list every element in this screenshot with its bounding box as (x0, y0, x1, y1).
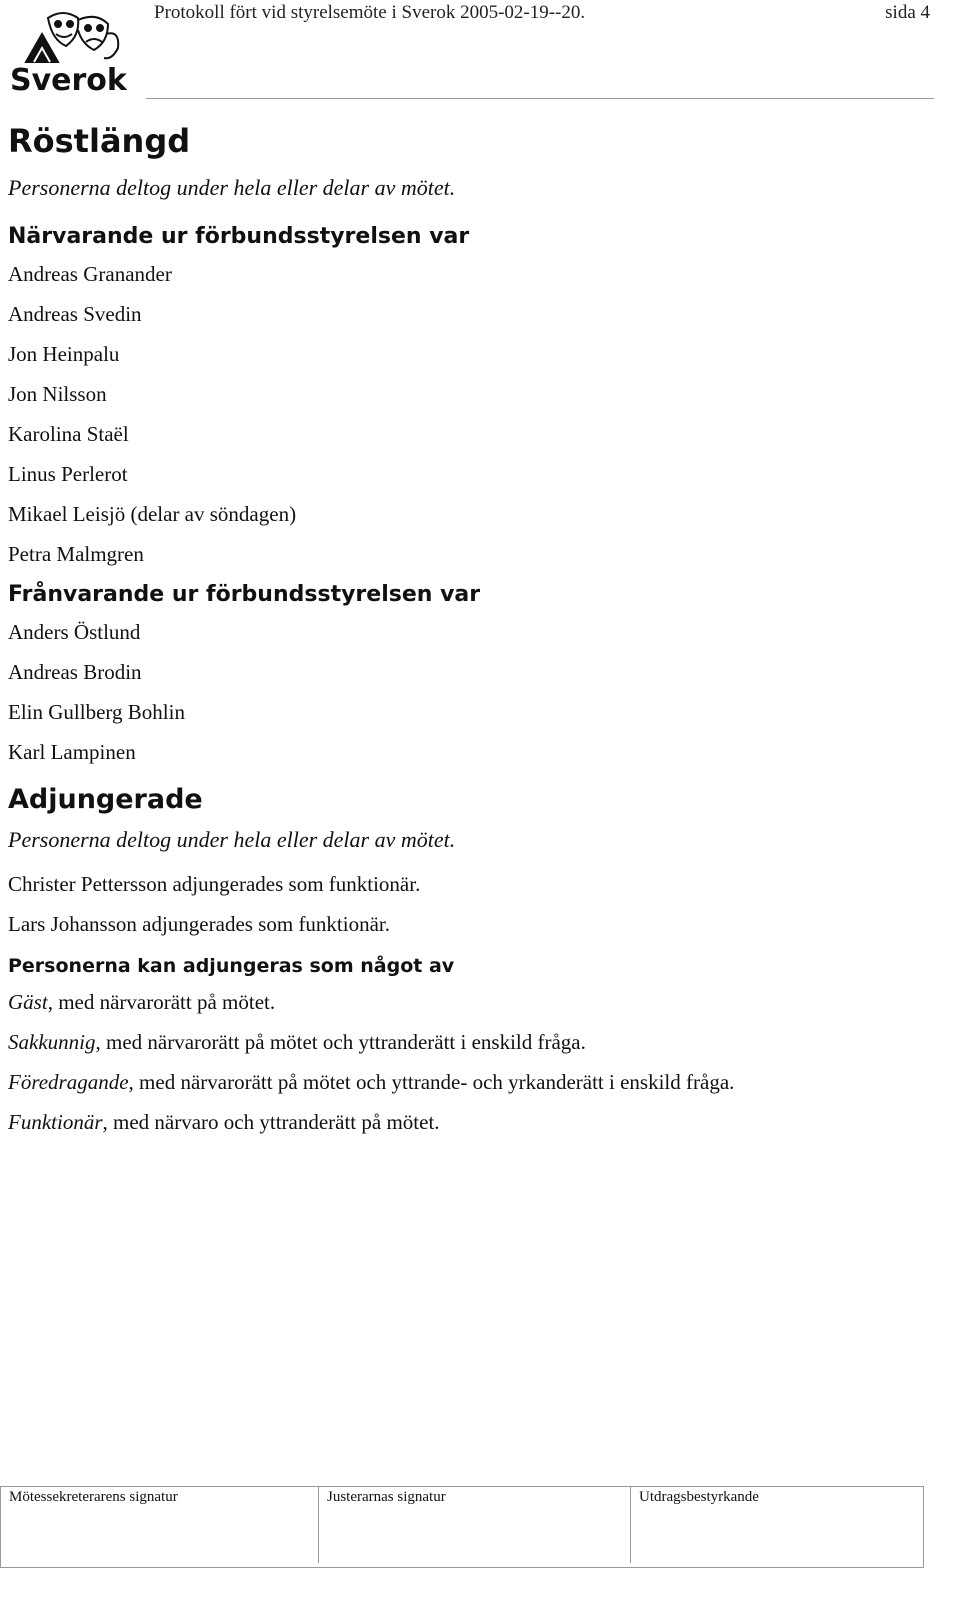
certified-cell (631, 1487, 923, 1563)
sverok-logo (8, 4, 138, 96)
adjunct-intro: Personerna deltog under hela eller delar av mötet. (8, 827, 456, 852)
roles-heading: Personerna kan adjungeras som något av (8, 955, 455, 977)
list-item: Andreas Granander (8, 262, 172, 286)
list-item: Mikael Leisjö (delar av söndagen) (8, 502, 297, 526)
role-term: Föredragande (8, 1070, 129, 1094)
role-term: Gäst (8, 990, 48, 1014)
list-item: Jon Nilsson (8, 382, 107, 406)
list-item (8, 982, 938, 1022)
document-title: Protokoll fört vid styrelsemöte i Sverok 2005-02-19--20. (154, 2, 586, 23)
list-item: Christer Pettersson adjungerades som funktionär. (8, 872, 421, 896)
list-item (8, 1062, 938, 1102)
header-divider (146, 98, 934, 99)
page-number: sida 4 (885, 2, 930, 23)
signature-table (0, 1486, 924, 1568)
absent-heading: Frånvarande ur förbundsstyrelsen var (8, 582, 481, 607)
list-item: Petra Malmgren (8, 542, 144, 566)
role-description: , med närvarorätt på mötet och yttrande- och yrkanderätt i enskild fråga. (128, 1070, 735, 1094)
list-item: Karolina Staël (8, 422, 129, 446)
logo-wordmark: Sverok (10, 63, 127, 96)
list-item: Lars Johansson adjungerades som funktionär. (8, 912, 391, 936)
certified-label: Utdragsbestyrkande (639, 1489, 759, 1505)
list-item: Andreas Brodin (8, 660, 142, 684)
roles-list (8, 982, 938, 1142)
role-description: , med närvarorätt på mötet och yttranderätt i enskild fråga. (95, 1030, 586, 1054)
role-description: , med närvaro och yttranderätt på mötet. (102, 1110, 440, 1134)
list-item: Anders Östlund (8, 620, 141, 644)
adjunct-list (8, 864, 938, 944)
secretary-signature-label: Mötessekreterarens signatur (9, 1489, 178, 1505)
role-term: Funktionär (8, 1110, 103, 1134)
list-item: Andreas Svedin (8, 302, 142, 326)
present-list (8, 254, 938, 574)
absent-list (8, 612, 938, 772)
list-item (8, 1102, 938, 1142)
adjunct-heading: Adjungerade (8, 784, 203, 815)
list-item: Linus Perlerot (8, 462, 128, 486)
list-item (8, 1022, 938, 1062)
adjusters-signature-cell (319, 1487, 631, 1563)
list-item: Elin Gullberg Bohlin (8, 700, 185, 724)
role-term: Sakkunnig (8, 1030, 96, 1054)
adjusters-signature-label: Justerarnas signatur (327, 1489, 446, 1505)
role-description: , med närvarorätt på mötet. (47, 990, 276, 1014)
secretary-signature-cell (1, 1487, 319, 1563)
list-item: Karl Lampinen (8, 740, 136, 764)
page-title: Röstlängd (8, 122, 191, 160)
document-body (8, 118, 938, 1142)
list-item: Jon Heinpalu (8, 342, 120, 366)
intro-text: Personerna deltog under hela eller delar av mötet. (8, 175, 456, 200)
present-heading: Närvarande ur förbundsstyrelsen var (8, 224, 470, 249)
